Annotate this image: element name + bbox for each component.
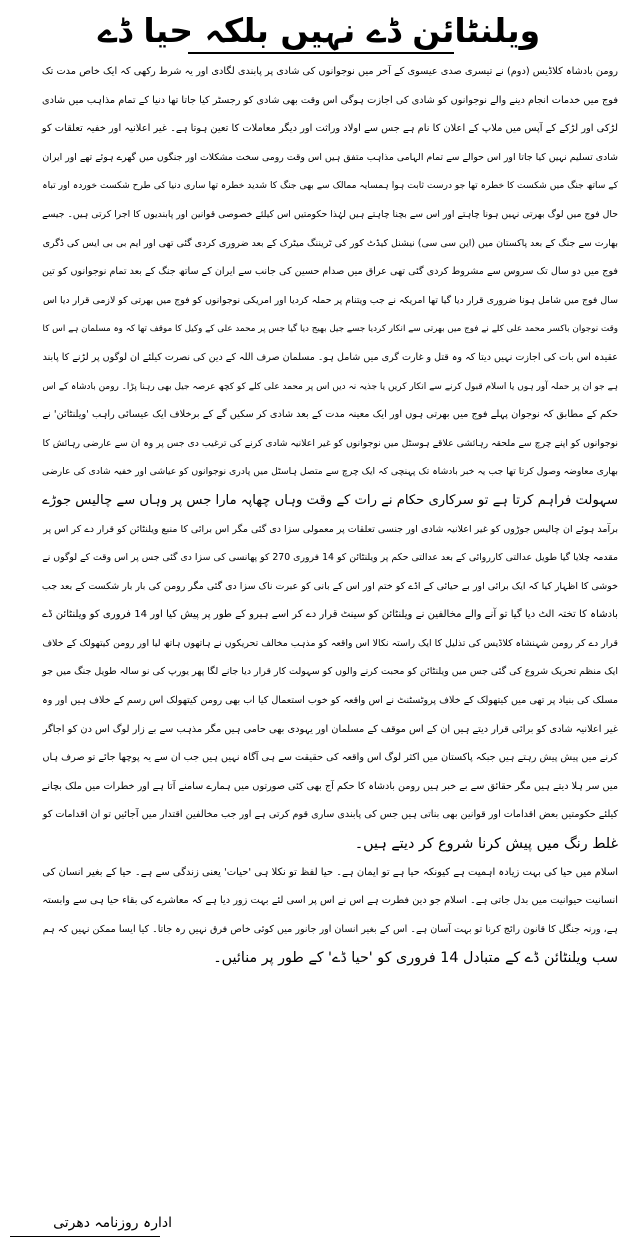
text-line: بھاری معاوضہ وصول کرتا تھا جب یہ خبر بادشاہ تک پہنچی کہ ایک چرچ سے متصل ہاسٹل میں پادری نوجوانوں کو عیاشی اور خفیہ شادی کی عارضی [42, 466, 618, 478]
text-line: برآمد ہوئے ان چالیس جوڑوں کو غیر اعلانیہ شادی اور جنسی تعلقات پر معمولی سزا دی گئی مگر اس برائی کا منبع ویلنٹائن کو قرار دے کر اس پر [43, 523, 618, 535]
text-line: رومن بادشاہ کلاڈیس (دوم) نے تیسری صدی عیسوی کے آخر میں نوجوانوں کی شادی پر پابندی لگادی اور یہ شرط رکھی کہ ایک خاص مدت تک [41, 66, 618, 77]
text-line: ہے، ورنہ جنگل کا قانون رائج کرنا تو بہت آسان ہے۔ اس کے بغیر انسان اور جانور میں کوئی خاص فرق نہیں رہ جاتا۔ کیا ایسا ممکن نہیں کہ ہم [42, 923, 618, 935]
text-line: فوج میں دو سال تک سروس سے مشروط کردی گئی تھی عراق میں صدام حسین کی جانب سے ایران کے ساتھ جنگ کے بعد تمام نوجوانوں کو تین [41, 266, 618, 278]
text-line: فوج میں خدمات انجام دینے والے نوجوانوں کو شادی کی اجازت ہوگی اس وقت بھی شادی کو رجسٹر کیا جاتا تھا دنیا کے تمام مذاہب میں شادی [42, 94, 618, 106]
text-line: بادشاہ کا تختہ الٹ دیا گیا تو آنے والے مخالفین نے ویلنٹائن کو سینٹ قرار دے کر اسے ہیرو کے طور پر پیش کیا اور 14 فروری کو ویلنٹائن ڈے [42, 609, 618, 621]
text-line: عقیدہ اس بات کی اجازت نہیں دیتا کہ وہ قتل و غارت گری میں شامل ہو۔ مسلمان صرف اللہ کے دین کی نصرت کیلئے ان لوگوں پر لڑنے کا پابند [42, 351, 618, 363]
text-line: وقت نوجوان باکسر محمد علی کلے نے فوج میں بھرتی سے انکار کردیا جسے جیل بھیج دیا گیا جس پر محمد علی کے وکیل کا موقف تھا کہ وہ مسلمان ہے اس کا [42, 324, 618, 335]
text-line: اسلام میں حیا کی بہت زیادہ اہمیت ہے کیونکہ حیا ہے تو ایمان ہے۔ حیا لفظ تو نکلا ہی 'حیات' یعنی زندگی سے ہے۔ حیا کے بغیر انسان کی [42, 866, 618, 878]
paragraph-3 [30, 859, 618, 973]
text-line: بھارت سے جنگ کے بعد پاکستان میں (این سی سی) نیشنل کیڈٹ کور کی ٹریننگ میٹرک کے بعد ضروری کردی گئی تھی اور ایم بی بی ایس کی ڈگری [42, 237, 618, 249]
text-line: غیر اعلانیہ شادی کو برائی قرار دیتے ہیں ان کے اس موقف کے مسلمان اور یہودی بھی حامی ہیں مگر مذہب سے بے زار لوگ اس دن کو اجاگر [42, 723, 618, 735]
text-line: سال فوج میں شامل ہونا ضروری قرار دیا گیا تھا امریکہ نے جب ویتنام پر حملہ کردیا اور امریکی نوجوانوں کو فوج میں بھرتی کو لازمی قرار دیا اس [42, 294, 618, 306]
text-line: مسلک کی بنیاد پر تھی میں کیتھولک کے خلاف پروٹسٹنٹ نے اس واقعہ کو خوب استعمال کیا اب بھی رومن کیتھولک اس رسم کے خلاف ہیں اور وہ [42, 695, 618, 707]
text-line: حکم کے مطابق کہ نوجوان پہلے فوج میں بھرتی ہوں اور ایک معینہ مدت کے بعد شادی کر سکیں گے کے برخلاف ایک عیسائی راہب 'ویلنٹائن' نے [42, 409, 618, 421]
text-line: سہولت فراہم کرتا ہے تو سرکاری حکام نے رات کے وقت وہاں چھاپہ مارا جس پر وہاں سے چالیس جوڑے [42, 492, 618, 508]
text-line: شادی تسلیم نہیں کیا جاتا اور اس حوالے سے تمام الہامی مذاہب متفق ہیں اس وقت رومی سخت مشکلات اور جنگوں میں گھرے ہوئے تھے اور ایران [42, 151, 618, 163]
text-line: میں سر ہلا دیتے ہیں مگر حقائق سے بے خبر ہیں رومن بادشاہ کا حکم آج بھی کئی صورتوں میں ہمارے سامنے آتا ہے اور خطرات میں ملک بچانے [41, 780, 618, 792]
text-line: کیلئے حکومتیں بعض اقدامات اور قوانین بھی بناتی ہیں جس کی پابندی ساری قوم کرتی ہے اور جب مخالفین اقتدار میں آجائیں تو ان اقدامات کو [42, 809, 618, 821]
text-line: غلط رنگ میں پیش کرنا شروع کر دیتے ہیں۔ [354, 836, 618, 853]
text-line: کرنے میں پیش پیش رہتے ہیں جبکہ پاکستان میں اکثر لوگ اس واقعہ کی حقیقت سے ہی آگاہ نہیں ہیں جب ان سے یہ پوچھا جائے تو صرف ہاں [42, 752, 618, 764]
text-line: انسانیت حیوانیت میں بدل جاتی ہے۔ اسلام جو دین فطرت ہے اس نے اس پر اسی لئے بہت زور دیا ہے کہ معاشرے کی بقاء حیا ہی سے وابستہ [42, 895, 618, 907]
paragraph-2 [30, 516, 618, 859]
text-line: کے ساتھ جنگ میں شکست کا خطرہ تھا جو درست ثابت ہوا ہمسایہ ممالک سے بھی جنگ کا شدید خطرہ تھا ساری دنیا کی طرح شکست خوردہ اور تباہ [42, 181, 618, 192]
text-line: ایک منظم تحریک شروع کی گئی جس میں ویلنٹائن کو محبت کرنے والوں کو سہولت کار قرار دیا جانے لگا پھر یورپ کی نو سالہ طویل جنگ میں جو [42, 666, 618, 678]
text-line: خوشی کا اظہار کیا کہ ایک برائی اور بے حیائی کے اڈے کو ختم اور اس کے بانی کو عبرت ناک سزا دی گئی مگر رومن کی بار بار شکست کے بعد جب [41, 580, 618, 592]
signature: ادارہ روزنامہ دھرتی [53, 1215, 172, 1231]
text-line: قرار دے کر رومن شہنشاہ کلاڈیس کی تذلیل کا ایک راستہ نکالا اس واقعہ کو مذہب مخالف تحریکوں نے ہاتھوں ہاتھ لیا اور رومن کیتھولک کے خلاف [42, 637, 618, 649]
article-body [30, 58, 618, 973]
signature-underline [10, 1236, 160, 1237]
text-line: سب ویلنٹائن ڈے کے متبادل 14 فروری کو 'حیا ڈے' کے طور پر منائیں۔ [213, 950, 618, 967]
paragraph-1 [30, 58, 618, 516]
text-line: نوجوانوں کو اپنے چرچ سے ملحقہ رہائشی علاقے ہوسٹل میں نوجوانوں کو غیر اعلانیہ شادی کرنے کی ترغیب دی جس پر وہ ان سے عارضی رہائش کا [42, 437, 618, 449]
article-title: ویلنٹائن ڈے نہیں بلکہ حیا ڈے [97, 11, 541, 50]
text-line: مقدمہ چلایا گیا طویل عدالتی کارروائی کے بعد عدالتی حکم پر ویلنٹائن کو 14 فروری 270 کو پھانسی کی سزا دی گئی جس پر اس وقت کے لوگوں نے [42, 552, 618, 564]
text-line: حال فوج میں لوگ بھرتی نہیں ہونا چاہتے اور اس سے بچنا چاہتے ہیں لہٰذا حکومتیں اس کیلئے خصوصی قوانین اور پابندیوں کا اجرا کرتی ہیں۔ جیسے [42, 208, 618, 220]
text-line: ہے جو ان پر حملہ آور ہوں یا اسلام قبول کرنے سے انکار کریں یا جذیہ نہ دیں اس پر محمد علی کلے کو کچھ عرصہ جیل بھی رہنا پڑا۔ رومن بادشاہ کے اس [42, 381, 618, 392]
title-underline [188, 52, 454, 54]
text-line: لڑکی اور لڑکے کے آپس میں ملاپ کے اعلان کا نام ہے جس سے اولاد وراثت اور دیگر معاملات کا تعین ہوتا ہے۔ غیر اعلانیہ اور خفیہ تعلقات کو [41, 123, 618, 135]
